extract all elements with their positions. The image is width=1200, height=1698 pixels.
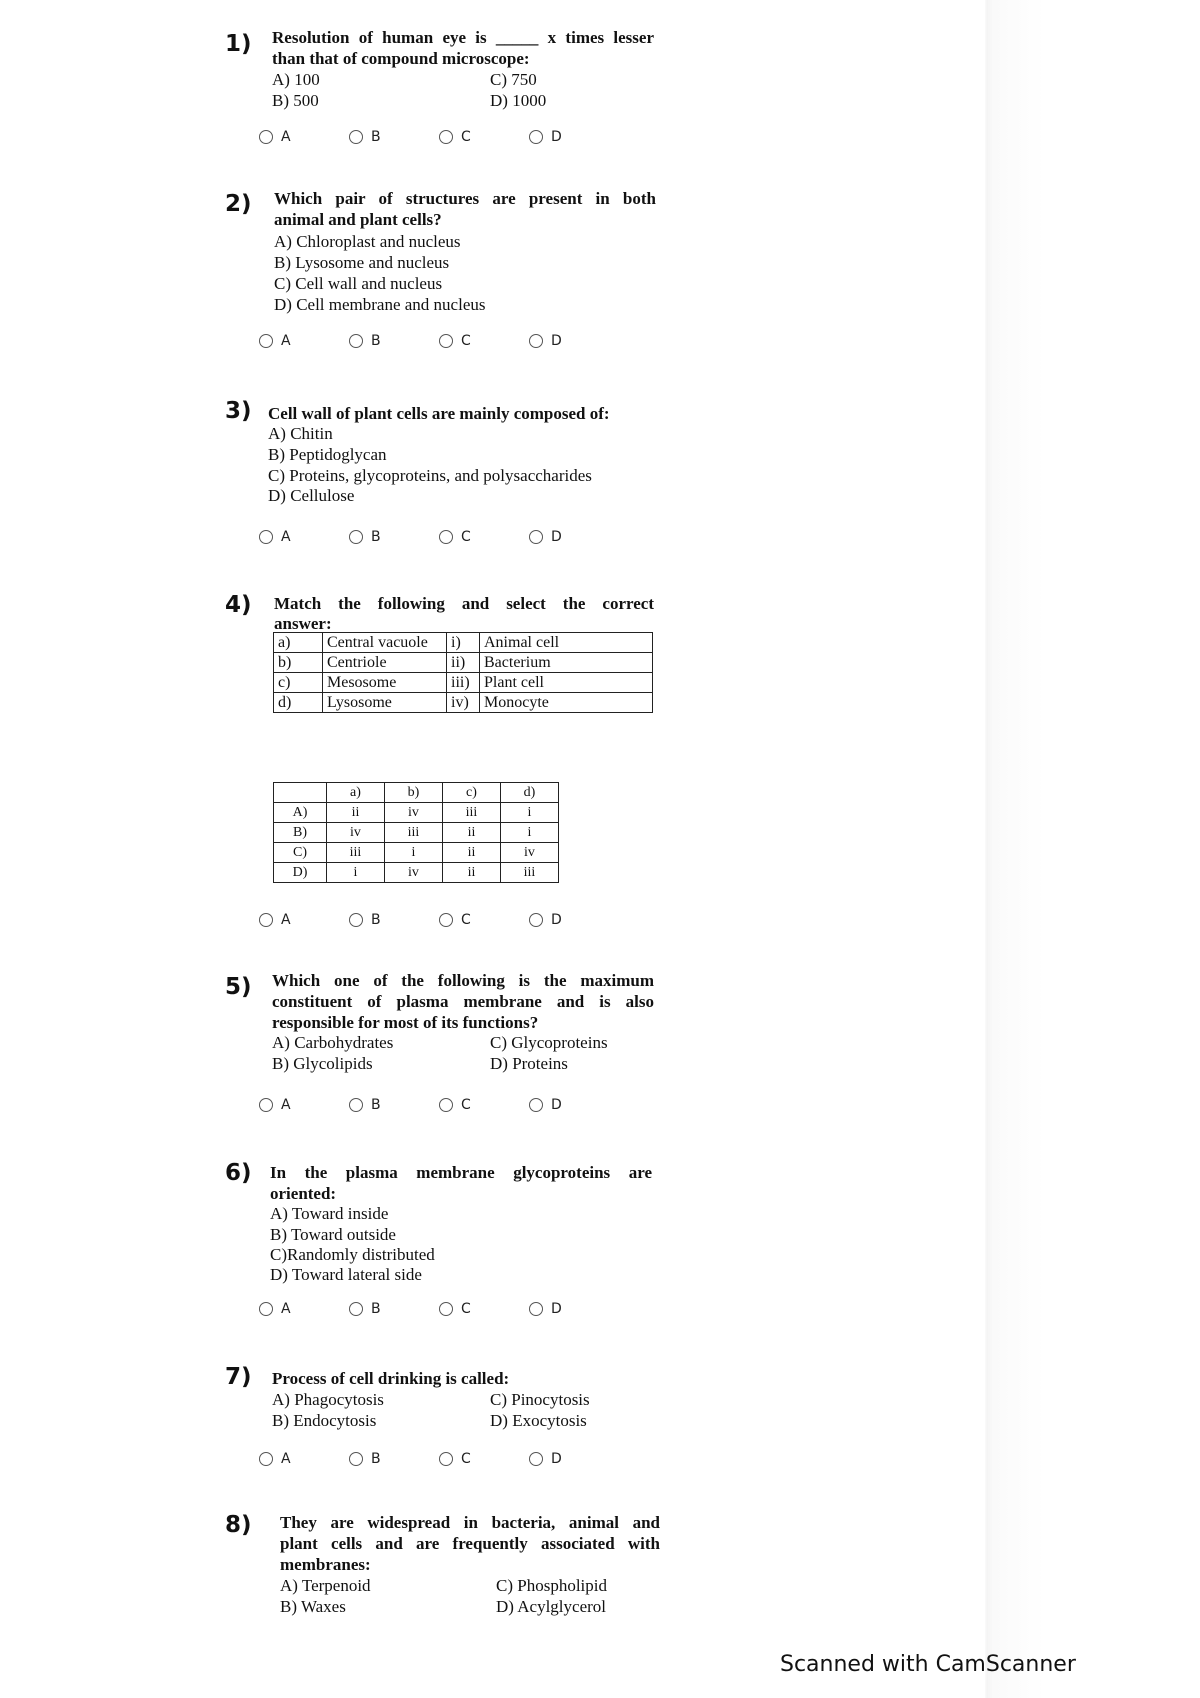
table-cell: a) xyxy=(274,633,323,653)
radio-circle-icon xyxy=(259,1452,273,1466)
option-a: A) Phagocytosis xyxy=(272,1390,384,1409)
option-b: B) Peptidoglycan xyxy=(268,445,387,464)
table-cell: iii xyxy=(385,823,443,843)
table-cell: C) xyxy=(274,843,327,863)
answer-radio-group xyxy=(259,1094,599,1116)
option-b: B) Glycolipids xyxy=(272,1054,373,1073)
radio-circle-icon xyxy=(529,334,543,348)
radio-d[interactable]: D xyxy=(529,330,562,352)
radio-circle-icon xyxy=(349,1452,363,1466)
option-b: B) Waxes xyxy=(280,1597,346,1616)
table-row xyxy=(274,633,653,653)
scanner-watermark: Scanned with CamScanner xyxy=(780,1652,1076,1677)
radio-circle-icon xyxy=(349,913,363,927)
radio-a[interactable]: A xyxy=(259,330,291,352)
answer-radio-group xyxy=(259,126,599,148)
radio-d[interactable]: D xyxy=(529,126,562,148)
question-number: 7) xyxy=(225,1364,252,1390)
question-number: 5) xyxy=(225,974,252,1000)
question-number: 8) xyxy=(225,1512,252,1538)
table-row xyxy=(274,673,653,693)
answer-radio-group xyxy=(259,526,599,548)
radio-circle-icon xyxy=(259,334,273,348)
radio-a[interactable]: A xyxy=(259,1298,291,1320)
radio-b[interactable]: B xyxy=(349,909,381,931)
table-cell: i) xyxy=(447,633,480,653)
option-a: A) Chitin xyxy=(268,424,333,443)
option-b: B) Lysosome and nucleus xyxy=(274,253,450,272)
table-cell: ii xyxy=(327,803,385,823)
table-cell: Monocyte xyxy=(480,693,653,713)
table-cell: ii) xyxy=(447,653,480,673)
radio-circle-icon xyxy=(349,130,363,144)
match-table xyxy=(273,632,653,713)
radio-d[interactable]: D xyxy=(529,909,562,931)
radio-circle-icon xyxy=(439,913,453,927)
option-d: D) Toward lateral side xyxy=(270,1265,422,1284)
radio-d[interactable]: D xyxy=(529,1094,562,1116)
table-cell: Central vacuole xyxy=(323,633,447,653)
radio-b[interactable]: B xyxy=(349,126,381,148)
radio-circle-icon xyxy=(259,1098,273,1112)
radio-c[interactable]: C xyxy=(439,909,471,931)
question-text-line: animal and plant cells? xyxy=(274,210,442,229)
radio-circle-icon xyxy=(259,130,273,144)
answer-key-table xyxy=(273,782,559,883)
option-d: D) Proteins xyxy=(490,1054,568,1073)
option-b: B) Toward outside xyxy=(270,1225,396,1244)
radio-circle-icon xyxy=(529,1098,543,1112)
option-a: A) 100 xyxy=(272,70,320,89)
option-c: C) Phospholipid xyxy=(496,1576,607,1595)
table-cell: d) xyxy=(501,783,559,803)
option-c: C)Randomly distributed xyxy=(270,1245,435,1264)
answer-radio-group xyxy=(259,1448,599,1470)
table-cell: iv xyxy=(385,863,443,883)
question-number: 3) xyxy=(225,398,252,424)
question-text-line: Cell wall of plant cells are mainly composed of: xyxy=(268,404,610,423)
question-text-line: Resolution of human eye is _____ x times lesser xyxy=(272,28,654,47)
table-cell: iii) xyxy=(447,673,480,693)
radio-c[interactable]: C xyxy=(439,1448,471,1470)
question-text-line: answer: xyxy=(274,614,332,633)
radio-c[interactable]: C xyxy=(439,330,471,352)
table-row xyxy=(274,693,653,713)
radio-circle-icon xyxy=(439,130,453,144)
table-cell: iii xyxy=(443,803,501,823)
table-cell: D) xyxy=(274,863,327,883)
radio-circle-icon xyxy=(349,334,363,348)
table-cell: iii xyxy=(501,863,559,883)
question-text-line: membranes: xyxy=(280,1555,371,1574)
radio-circle-icon xyxy=(259,530,273,544)
option-d: D) Cell membrane and nucleus xyxy=(274,295,486,314)
radio-circle-icon xyxy=(439,530,453,544)
question-text-line: Process of cell drinking is called: xyxy=(272,1369,510,1388)
radio-a[interactable]: A xyxy=(259,126,291,148)
radio-c[interactable]: C xyxy=(439,1298,471,1320)
answer-radio-group xyxy=(259,909,599,931)
option-a: A) Chloroplast and nucleus xyxy=(274,232,461,251)
table-cell: Mesosome xyxy=(323,673,447,693)
table-row xyxy=(274,863,559,883)
question-text-line: responsible for most of its functions? xyxy=(272,1013,539,1032)
table-cell: c) xyxy=(443,783,501,803)
table-row xyxy=(274,653,653,673)
radio-c[interactable]: C xyxy=(439,126,471,148)
radio-circle-icon xyxy=(439,1302,453,1316)
option-c: C) Pinocytosis xyxy=(490,1390,590,1409)
table-cell xyxy=(274,783,327,803)
table-cell: iv) xyxy=(447,693,480,713)
option-c: C) Proteins, glycoproteins, and polysaccharides xyxy=(268,466,592,485)
radio-b[interactable]: B xyxy=(349,1298,381,1320)
table-cell: iv xyxy=(327,823,385,843)
radio-d[interactable]: D xyxy=(529,526,562,548)
radio-a[interactable]: A xyxy=(259,526,291,548)
radio-c[interactable]: C xyxy=(439,1094,471,1116)
option-a: A) Carbohydrates xyxy=(272,1033,394,1052)
table-cell: a) xyxy=(327,783,385,803)
radio-circle-icon xyxy=(529,130,543,144)
table-cell: c) xyxy=(274,673,323,693)
radio-circle-icon xyxy=(529,1452,543,1466)
question-text-line: Which pair of structures are present in both xyxy=(274,189,656,208)
option-b: B) Endocytosis xyxy=(272,1411,377,1430)
answer-radio-group xyxy=(259,1298,599,1320)
question-number: 2) xyxy=(225,191,252,217)
scan-edge-shadow xyxy=(985,0,1200,1698)
radio-c[interactable]: C xyxy=(439,526,471,548)
option-d: D) 1000 xyxy=(490,91,547,110)
radio-b[interactable]: B xyxy=(349,1448,381,1470)
question-text-line: Match the following and select the correct xyxy=(274,594,654,613)
radio-d[interactable]: D xyxy=(529,1448,562,1470)
question-text-line: In the plasma membrane glycoproteins are xyxy=(270,1163,652,1182)
table-cell: ii xyxy=(443,843,501,863)
radio-circle-icon xyxy=(259,1302,273,1316)
table-cell: i xyxy=(501,823,559,843)
table-row xyxy=(274,823,559,843)
radio-circle-icon xyxy=(529,913,543,927)
option-b: B) 500 xyxy=(272,91,319,110)
table-cell: Animal cell xyxy=(480,633,653,653)
question-text-line: oriented: xyxy=(270,1184,337,1203)
option-c: C) Glycoproteins xyxy=(490,1033,608,1052)
table-cell: B) xyxy=(274,823,327,843)
table-cell: Centriole xyxy=(323,653,447,673)
option-d: D) Exocytosis xyxy=(490,1411,587,1430)
table-cell: iv xyxy=(385,803,443,823)
radio-circle-icon xyxy=(349,1302,363,1316)
radio-a[interactable]: A xyxy=(259,1448,291,1470)
radio-a[interactable]: A xyxy=(259,909,291,931)
option-d: D) Acylglycerol xyxy=(496,1597,606,1616)
question-text-line: constituent of plasma membrane and is also xyxy=(272,992,654,1011)
table-cell: d) xyxy=(274,693,323,713)
answer-radio-group xyxy=(259,330,599,352)
table-cell: iv xyxy=(501,843,559,863)
table-cell: iii xyxy=(327,843,385,863)
radio-d[interactable]: D xyxy=(529,1298,562,1320)
table-cell: b) xyxy=(274,653,323,673)
table-cell: A) xyxy=(274,803,327,823)
table-cell: ii xyxy=(443,823,501,843)
table-cell: ii xyxy=(443,863,501,883)
question-text-line: plant cells and are frequently associated with xyxy=(280,1534,660,1553)
radio-circle-icon xyxy=(529,530,543,544)
radio-circle-icon xyxy=(259,913,273,927)
radio-b[interactable]: B xyxy=(349,1094,381,1116)
option-d: D) Cellulose xyxy=(268,486,355,505)
radio-a[interactable]: A xyxy=(259,1094,291,1116)
option-c: C) Cell wall and nucleus xyxy=(274,274,443,293)
question-number: 4) xyxy=(225,592,252,618)
question-text-line: than that of compound microscope: xyxy=(272,49,530,68)
table-cell: i xyxy=(385,843,443,863)
option-a: A) Terpenoid xyxy=(280,1576,371,1595)
radio-circle-icon xyxy=(529,1302,543,1316)
radio-b[interactable]: B xyxy=(349,330,381,352)
question-number: 6) xyxy=(225,1160,252,1186)
radio-circle-icon xyxy=(439,1098,453,1112)
question-text-line: Which one of the following is the maximum xyxy=(272,971,654,990)
table-row xyxy=(274,803,559,823)
table-header-row xyxy=(274,783,559,803)
table-cell: i xyxy=(501,803,559,823)
radio-b[interactable]: B xyxy=(349,526,381,548)
radio-circle-icon xyxy=(439,1452,453,1466)
table-cell: i xyxy=(327,863,385,883)
table-cell: Lysosome xyxy=(323,693,447,713)
question-text-line: They are widespread in bacteria, animal and xyxy=(280,1513,660,1532)
table-cell: Plant cell xyxy=(480,673,653,693)
table-row xyxy=(274,843,559,863)
radio-circle-icon xyxy=(439,334,453,348)
table-cell: b) xyxy=(385,783,443,803)
radio-circle-icon xyxy=(349,530,363,544)
option-a: A) Toward inside xyxy=(270,1204,389,1223)
question-number: 1) xyxy=(225,31,252,57)
radio-circle-icon xyxy=(349,1098,363,1112)
option-c: C) 750 xyxy=(490,70,537,89)
table-cell: Bacterium xyxy=(480,653,653,673)
